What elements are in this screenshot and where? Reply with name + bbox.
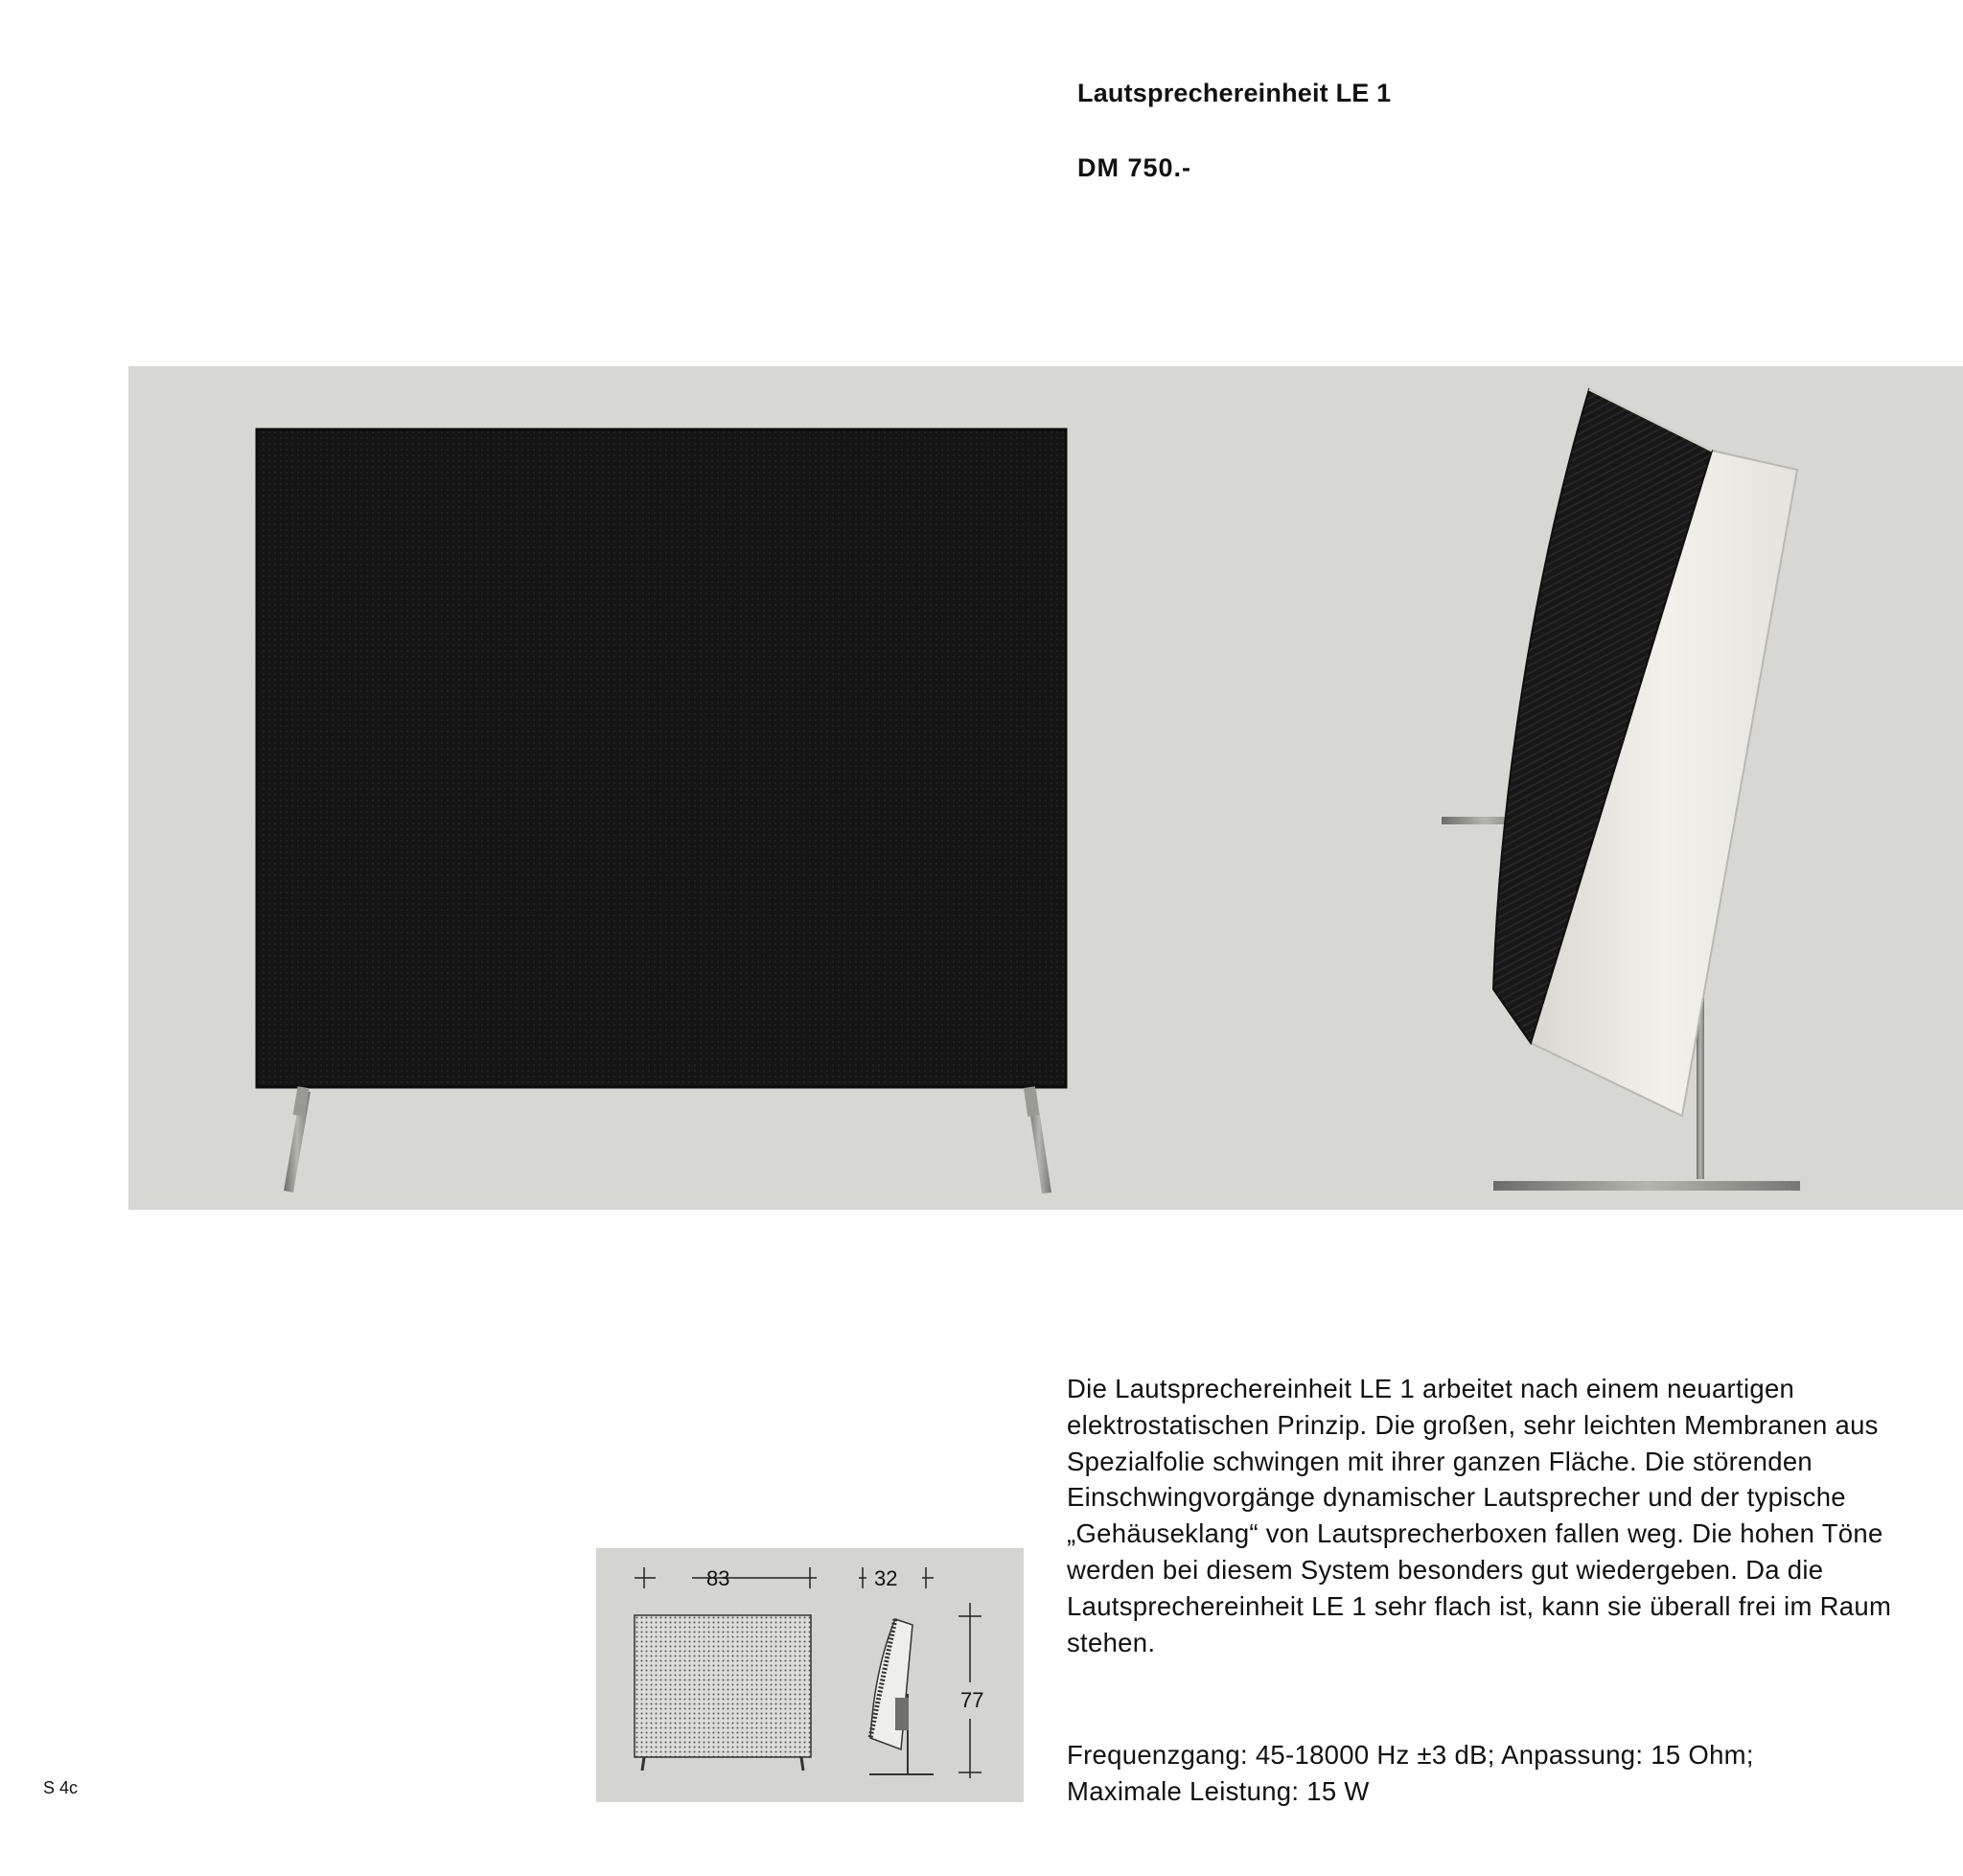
drawing-front-view: [635, 1615, 811, 1771]
depth-dimension: 32: [874, 1566, 898, 1590]
dimension-drawing: [596, 1548, 1024, 1802]
speaker-side-view: [1442, 389, 1800, 1191]
product-photo: [128, 366, 1963, 1210]
page-code: S 4c: [43, 1778, 79, 1797]
spec-line-power: Maximale Leistung: 15 W: [1067, 1775, 1370, 1806]
product-description: Die Lautsprechereinheit LE 1 arbeitet nach einem neuartigen elektrostatischen Prinzip. Die großen, sehr leichten Membranen aus Spezialfolie schwingen mit ihrer ganzen Fläche. Die störenden Einschwingvorgänge dynamischer Lautsprecher und der typische „Gehäuseklang“ von Lautsprecherboxen fallen weg. Die hohen Töne werden bei diesem System besonders gut wiedergeben. Da die Lautsprechereinheit LE 1 sehr flach ist, kann sie überall frei im Raum stehen.: [1067, 1374, 1892, 1657]
product-price: DM 750.-: [1077, 153, 1192, 182]
drawing-side-view: [869, 1619, 934, 1774]
height-dimension: 77: [960, 1688, 984, 1712]
spec-line-frequency: Frequenzgang: 45-18000 Hz ±3 dB; Anpassung: 15 Ohm;: [1067, 1740, 1754, 1770]
speaker-front-view: [257, 429, 1066, 1193]
product-title: Lautsprechereinheit LE 1: [1077, 79, 1392, 107]
technical-specs: [1067, 1737, 1958, 1810]
width-dimension: 83: [706, 1566, 730, 1590]
